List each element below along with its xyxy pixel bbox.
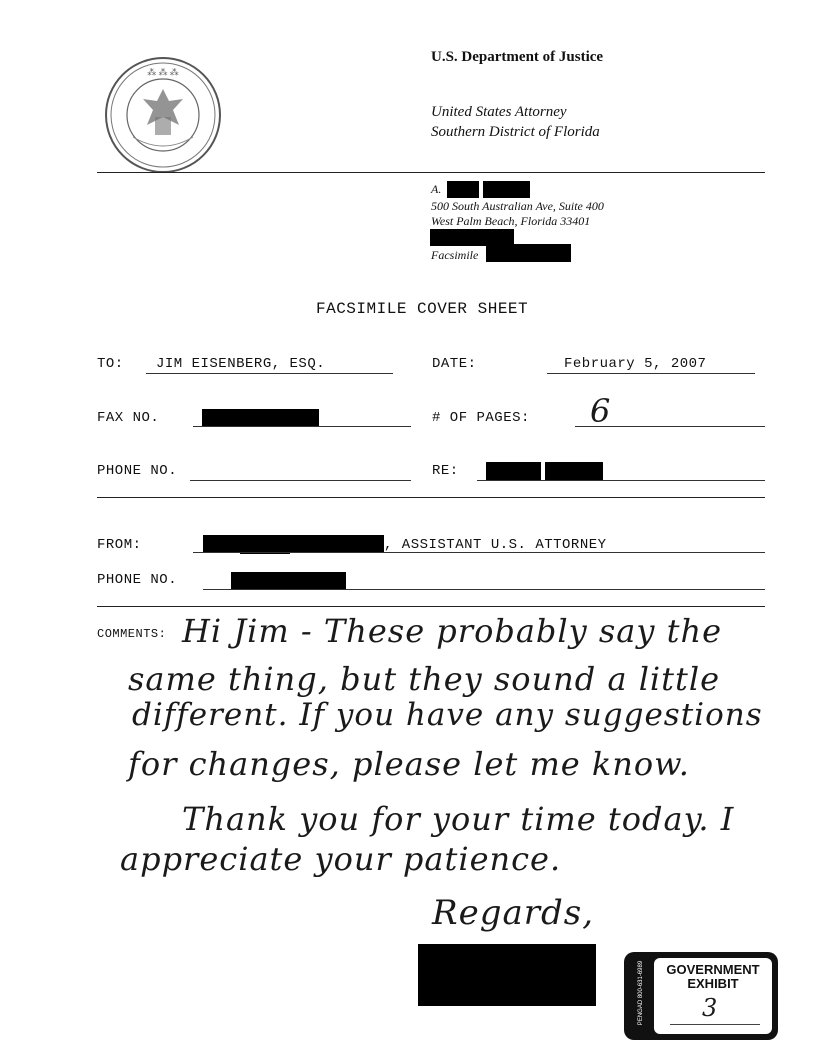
from-label: FROM: [97, 537, 142, 553]
from-phone-underline [203, 589, 765, 590]
comment-line-3: different. If you have any suggestions [132, 697, 763, 733]
re-underline [477, 480, 765, 481]
date-value: February 5, 2007 [564, 356, 707, 372]
office-line-1: United States Attorney [431, 104, 567, 120]
exhibit-title-2: EXHIBIT [687, 976, 739, 991]
fax-label: FAX NO. [97, 410, 160, 426]
pages-underline [575, 426, 765, 427]
comment-line-6: appreciate your patience. [120, 840, 562, 878]
redaction-re-1 [486, 462, 541, 480]
to-underline [146, 373, 393, 374]
address-prefix: A. [431, 182, 442, 196]
exhibit-title-1: GOVERNMENT [666, 962, 760, 977]
redaction-from-phone [231, 572, 346, 590]
fax-underline [193, 426, 411, 427]
lower-divider [97, 606, 765, 607]
redaction-fax [202, 409, 319, 427]
redaction-name-1 [447, 181, 479, 198]
from-phone-label: PHONE NO. [97, 572, 178, 588]
exhibit-number-line [670, 1024, 760, 1025]
exhibit-number: 3 [702, 994, 719, 1022]
facsimile-label: Facsimile [431, 248, 479, 262]
date-label: DATE: [432, 356, 477, 372]
svg-text:⁂ ⁂ ⁂: ⁂ ⁂ ⁂ [147, 67, 179, 77]
redaction-signature [418, 944, 596, 1006]
address-line-2: West Palm Beach, Florida 33401 [431, 214, 591, 228]
redaction-facsimile [486, 244, 571, 262]
comment-line-2: same thing, but they sound a little [128, 660, 721, 698]
doj-seal-icon [103, 55, 223, 175]
phone-underline [190, 480, 411, 481]
sheet-title: FACSIMILE COVER SHEET [316, 300, 529, 318]
to-label: TO: [97, 356, 124, 372]
to-value: JIM EISENBERG, ESQ. [156, 356, 326, 372]
comments-label: COMMENTS: [97, 627, 167, 641]
exhibit-inner [654, 958, 772, 1034]
comment-line-4: for changes, please let me know. [128, 745, 690, 783]
phone-label: PHONE NO. [97, 463, 178, 479]
re-label: RE: [432, 463, 459, 479]
department-name: U.S. Department of Justice [431, 49, 604, 65]
header-divider [97, 172, 765, 173]
redaction-from [203, 535, 384, 553]
from-suffix: , ASSISTANT U.S. ATTORNEY [384, 537, 607, 553]
pages-value: 6 [590, 392, 612, 430]
date-underline [547, 373, 755, 374]
pages-label: # OF PAGES: [432, 410, 530, 426]
address-line-1: 500 South Australian Ave, Suite 400 [431, 199, 604, 213]
redaction-re-2 [545, 462, 603, 480]
government-exhibit-sticker [624, 952, 778, 1040]
office-line-2: Southern District of Florida [431, 124, 600, 140]
redaction-name-2 [483, 181, 530, 198]
middle-divider [97, 497, 765, 498]
comment-line-5: Thank you for your time today. I [182, 800, 735, 838]
from-underline [193, 552, 765, 553]
exhibit-side-text: PENGAD 800-631-6989 [638, 960, 644, 1026]
comment-line-1: Hi Jim - These probably say the [182, 612, 723, 650]
comment-closing: Regards, [432, 893, 595, 933]
